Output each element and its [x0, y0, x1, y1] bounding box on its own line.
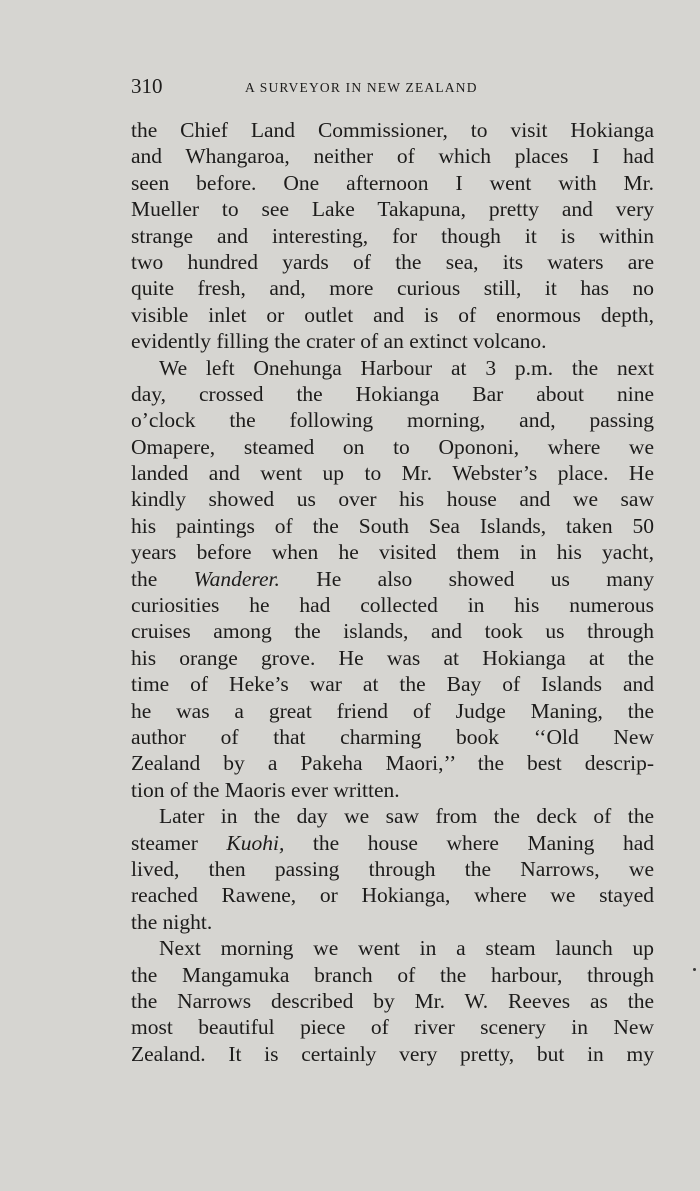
ship-name-wanderer: Wanderer. [193, 566, 280, 591]
text-run: the [131, 566, 194, 591]
text-line: and Whangaroa, neither of which places I had [131, 144, 654, 169]
paper-speck [693, 968, 696, 971]
text-line: seen before. One afternoon I went with Mr. [131, 170, 654, 195]
text-line-with-italic [131, 830, 654, 856]
text-line: author of that charming book ‘‘Old New [131, 724, 654, 749]
text-run: He also showed us many [279, 566, 654, 591]
text-run: steamer [131, 830, 227, 855]
paragraph-first-line: Next morning we went in a steam launch up [159, 936, 654, 961]
text-line: his paintings of the South Sea Islands, taken 50 [131, 513, 654, 538]
text-line: quite fresh, and, more curious still, it has no [131, 276, 654, 301]
page-number: 310 [131, 74, 163, 98]
text-line: the night. [131, 909, 213, 934]
text-line: reached Rawene, or Hokianga, where we stayed [131, 883, 654, 908]
text-line: day, crossed the Hokianga Bar about nine [131, 381, 654, 406]
text-line: two hundred yards of the sea, its waters are [131, 249, 654, 274]
text-line: evidently filling the crater of an extinct volcano. [131, 329, 547, 354]
text-line: most beautiful piece of river scenery in New [131, 1015, 654, 1040]
text-line: tion of the Maoris ever written. [131, 777, 400, 802]
text-line: curiosities he had collected in his numerous [131, 593, 654, 618]
text-line: lived, then passing through the Narrows, we [131, 856, 654, 881]
text-line: cruises among the islands, and took us through [131, 619, 654, 644]
ship-name-kuohi: Kuohi, [226, 830, 285, 855]
text-line: the Chief Land Commissioner, to visit Hokianga [131, 118, 654, 142]
text-line: he was a great friend of Judge Maning, the [131, 698, 654, 723]
text-line: the Narrows described by Mr. W. Reeves as the [131, 988, 654, 1013]
text-line: Zealand by a Pakeha Maori,’’ the best descrip- [131, 751, 654, 776]
text-line: kindly showed us over his house and we saw [131, 487, 654, 512]
paragraph-first-line: We left Onehunga Harbour at 3 p.m. the next [159, 355, 654, 380]
text-line: time of Heke’s war at the Bay of Islands and [131, 672, 654, 697]
paragraph-first-line: Later in the day we saw from the deck of the [159, 804, 654, 829]
text-line: the Mangamuka branch of the harbour, through [131, 962, 654, 987]
text-line: years before when he visited them in his yacht, [131, 540, 654, 565]
text-line: Omapere, steamed on to Opononi, where we [131, 434, 654, 459]
text-line: landed and went up to Mr. Webster’s place. He [131, 461, 654, 486]
text-line-with-italic [131, 566, 654, 592]
body-text [131, 117, 654, 1067]
text-line: strange and interesting, for though it is within [131, 223, 654, 248]
text-line: his orange grove. He was at Hokianga at the [131, 645, 654, 670]
text-line: o’clock the following morning, and, passing [131, 408, 654, 433]
text-line: Zealand. It is certainly very pretty, but in my [131, 1041, 654, 1066]
page-header [131, 74, 656, 102]
running-head: A SURVEYOR IN NEW ZEALAND [245, 80, 478, 95]
text-line: visible inlet or outlet and is of enormous depth, [131, 302, 654, 327]
text-run: the house where Maning had [284, 830, 654, 855]
text-line: Mueller to see Lake Takapuna, pretty and very [131, 197, 654, 222]
